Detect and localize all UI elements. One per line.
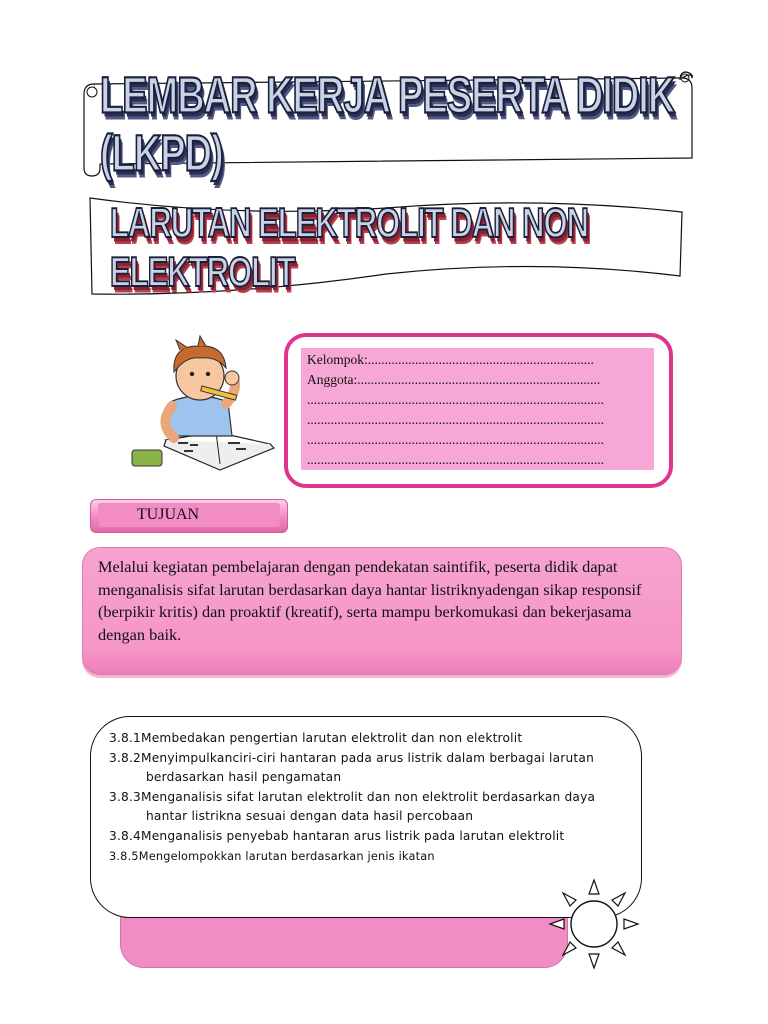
purpose-text-box: Melalui kegiatan pembelajaran dengan pendekatan saintifik, peserta didik dapat menganalisis sifat larutan berdasarkan daya hantar listriknyadengan sikap responsif (berpikir kritis) dan proaktif (kreatif), serta mampu berkomukasi dan bekerjasama dengan baik. <box>82 547 682 675</box>
indicator-item: 3.8.4Menganalisis penyebab hantaran arus listrik pada larutan elektrolit <box>109 828 565 843</box>
worksheet-title: LEMBAR KERJA PESERTA DIDIK (LKPD) <box>100 67 675 183</box>
worksheet-subtitle: LARUTAN ELEKTROLIT DAN NON ELEKTROLIT <box>110 199 588 296</box>
member-line: ........................................................................................ <box>307 392 604 407</box>
indicator-continuation: hantar listrikna sesuai dengan data hasil percobaan <box>146 809 474 824</box>
student-illustration <box>128 332 278 480</box>
indicator-continuation: berdasarkan hasil pengamatan <box>146 770 342 785</box>
group-form <box>301 348 654 470</box>
tujuan-heading: TUJUAN <box>136 506 200 523</box>
member-line: ........................................................................................ <box>307 412 604 427</box>
indicator-item: 3.8.3Menganalisis sifat larutan elektrolit dan non elektrolit berdasarkan daya <box>109 789 596 804</box>
sun-icon <box>546 876 642 972</box>
anggota-field: Anggota:........................................................................ <box>307 372 601 387</box>
indicator-item: 3.8.1Membedakan pengertian larutan elektrolit dan non elektrolit <box>109 731 523 745</box>
indicator-item: 3.8.2Menyimpulkanciri-ciri hantaran pada arus listrik dalam berbagai larutan <box>109 750 595 765</box>
indicator-item: 3.8.5Mengelompokkan larutan berdasarkan jenis ikatan <box>109 849 435 863</box>
member-line: ........................................................................................ <box>307 432 604 447</box>
kelompok-field: Kelompok:................................................................... <box>307 352 594 367</box>
member-line: ........................................................................................ <box>307 452 604 467</box>
